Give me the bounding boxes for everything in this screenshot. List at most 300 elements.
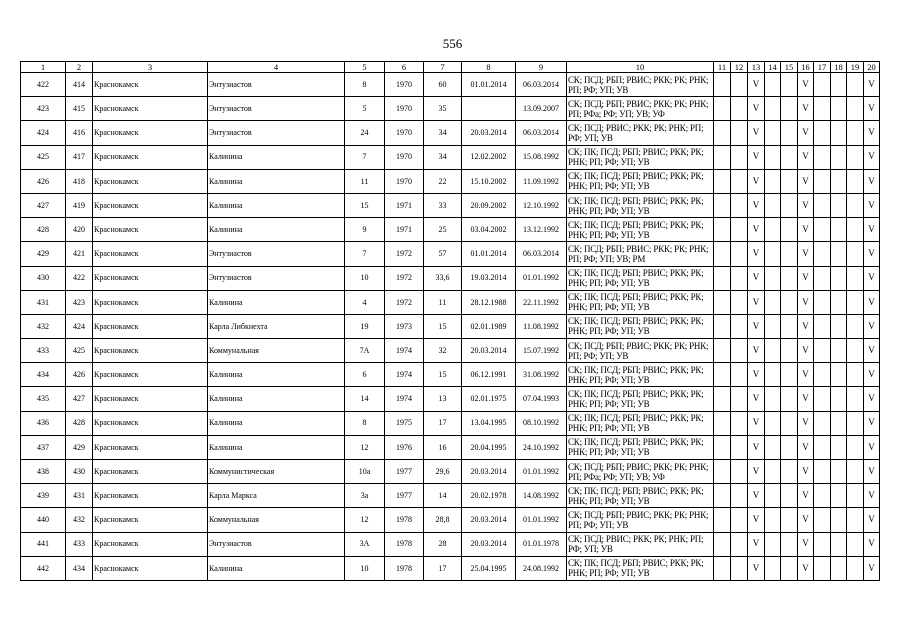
column-number-16: 16 <box>798 62 814 73</box>
col-15 <box>781 532 798 556</box>
col-19 <box>847 169 864 193</box>
table-row <box>21 169 880 193</box>
date-2: 11.09.1992 <box>516 169 567 193</box>
table-row <box>21 121 880 145</box>
col-20-mark: V <box>864 435 880 459</box>
page-number: 556 <box>442 36 463 51</box>
table-row <box>21 339 880 363</box>
col-17 <box>814 290 831 314</box>
date-2: 11.08.1992 <box>516 314 567 338</box>
col-16-mark: V <box>798 193 814 217</box>
col-15 <box>781 411 798 435</box>
date-2: 13.09.2007 <box>516 97 567 121</box>
col-12 <box>731 556 748 580</box>
col-12 <box>731 363 748 387</box>
column-number-17: 17 <box>814 62 831 73</box>
street: Калинина <box>208 290 345 314</box>
build-year: 1973 <box>385 314 424 338</box>
wear-percent: 35 <box>424 97 462 121</box>
col-16-mark: V <box>798 508 814 532</box>
col-13-mark: V <box>748 508 765 532</box>
col-16-mark: V <box>798 460 814 484</box>
date-2: 06.03.2014 <box>516 121 567 145</box>
col-17 <box>814 411 831 435</box>
build-year: 1977 <box>385 484 424 508</box>
house-number: 19 <box>345 314 385 338</box>
house-number: 9 <box>345 218 385 242</box>
build-year: 1971 <box>385 218 424 242</box>
column-number-18: 18 <box>831 62 847 73</box>
col-12 <box>731 218 748 242</box>
col-20-mark: V <box>864 460 880 484</box>
col-13-mark: V <box>748 290 765 314</box>
col-16-mark: V <box>798 314 814 338</box>
date-1: 02.01.1975 <box>462 387 516 411</box>
col-12 <box>731 169 748 193</box>
col-16-mark: V <box>798 484 814 508</box>
col-20-mark: V <box>864 363 880 387</box>
row-number: 424 <box>21 121 66 145</box>
col-14 <box>765 484 781 508</box>
col-13-mark: V <box>748 218 765 242</box>
col-14 <box>765 314 781 338</box>
col-15 <box>781 73 798 97</box>
date-2: 24.08.1992 <box>516 556 567 580</box>
date-1: 20.03.2014 <box>462 508 516 532</box>
build-year: 1974 <box>385 339 424 363</box>
col-15 <box>781 242 798 266</box>
street: Карла Либкнехта <box>208 314 345 338</box>
build-year: 1970 <box>385 73 424 97</box>
col-18 <box>831 121 847 145</box>
col-12 <box>731 145 748 169</box>
col-16-mark: V <box>798 435 814 459</box>
column-number-1: 1 <box>21 62 66 73</box>
col-18 <box>831 73 847 97</box>
col-11 <box>714 556 731 580</box>
row-number: 427 <box>21 193 66 217</box>
col-20-mark: V <box>864 121 880 145</box>
col-11 <box>714 218 731 242</box>
col-19 <box>847 242 864 266</box>
col-12 <box>731 314 748 338</box>
col-19 <box>847 193 864 217</box>
col-17 <box>814 97 831 121</box>
col-15 <box>781 97 798 121</box>
street: Калинина <box>208 363 345 387</box>
col-14 <box>765 97 781 121</box>
column-number-14: 14 <box>765 62 781 73</box>
city: Краснокамск <box>93 411 208 435</box>
date-2: 08.10.1992 <box>516 411 567 435</box>
col-15 <box>781 339 798 363</box>
col-11 <box>714 484 731 508</box>
row-number: 425 <box>21 145 66 169</box>
col-18 <box>831 363 847 387</box>
col-13-mark: V <box>748 556 765 580</box>
street: Калинина <box>208 145 345 169</box>
column-number-10: 10 <box>567 62 714 73</box>
object-id: 434 <box>66 556 93 580</box>
date-2: 22.11.1992 <box>516 290 567 314</box>
city: Краснокамск <box>93 435 208 459</box>
build-year: 1970 <box>385 145 424 169</box>
col-18 <box>831 411 847 435</box>
city: Краснокамск <box>93 484 208 508</box>
wear-percent: 28,8 <box>424 508 462 532</box>
col-13-mark: V <box>748 169 765 193</box>
col-12 <box>731 193 748 217</box>
object-id: 425 <box>66 339 93 363</box>
col-20-mark: V <box>864 97 880 121</box>
street: Энтузиастов <box>208 97 345 121</box>
date-2: 15.08.1992 <box>516 145 567 169</box>
col-16-mark: V <box>798 411 814 435</box>
col-12 <box>731 73 748 97</box>
col-13-mark: V <box>748 460 765 484</box>
col-19 <box>847 460 864 484</box>
work-types: СК; ПК; ПСД; РБП; РВИС; РКК; РК; РНК; РП; РФ; УП; УВ <box>567 556 714 580</box>
wear-percent: 60 <box>424 73 462 97</box>
wear-percent: 11 <box>424 290 462 314</box>
date-1: 03.04.2002 <box>462 218 516 242</box>
date-1: 20.04.1995 <box>462 435 516 459</box>
date-1: 13.04.1995 <box>462 411 516 435</box>
col-18 <box>831 266 847 290</box>
col-15 <box>781 556 798 580</box>
object-id: 418 <box>66 169 93 193</box>
col-17 <box>814 387 831 411</box>
wear-percent: 33 <box>424 193 462 217</box>
col-19 <box>847 387 864 411</box>
street: Энтузиастов <box>208 266 345 290</box>
work-types: СК; ПСД; РБП; РВИС; РКК; РК; РНК; РП; РФ; УП; УВ <box>567 508 714 532</box>
wear-percent: 57 <box>424 242 462 266</box>
build-year: 1970 <box>385 169 424 193</box>
col-18 <box>831 145 847 169</box>
build-year: 1975 <box>385 411 424 435</box>
house-number: 3А <box>345 532 385 556</box>
col-11 <box>714 363 731 387</box>
city: Краснокамск <box>93 508 208 532</box>
col-11 <box>714 411 731 435</box>
date-2: 14.08.1992 <box>516 484 567 508</box>
date-1: 06.12.1991 <box>462 363 516 387</box>
col-11 <box>714 97 731 121</box>
col-15 <box>781 435 798 459</box>
col-13-mark: V <box>748 484 765 508</box>
col-14 <box>765 411 781 435</box>
table-row <box>21 73 880 97</box>
col-19 <box>847 411 864 435</box>
col-17 <box>814 242 831 266</box>
house-number: 8 <box>345 73 385 97</box>
date-1: 01.01.2014 <box>462 73 516 97</box>
col-19 <box>847 290 864 314</box>
work-types: СК; ПК; ПСД; РБП; РВИС; РКК; РК; РНК; РП; РФ; УП; УВ <box>567 363 714 387</box>
street: Коммунальная <box>208 339 345 363</box>
col-15 <box>781 193 798 217</box>
work-types: СК; ПСД; РВИС; РКК; РК; РНК; РП; РФ; УП; УВ <box>567 532 714 556</box>
build-year: 1978 <box>385 532 424 556</box>
row-number: 432 <box>21 314 66 338</box>
city: Краснокамск <box>93 387 208 411</box>
col-18 <box>831 193 847 217</box>
house-number: 11 <box>345 169 385 193</box>
date-1: 15.10.2002 <box>462 169 516 193</box>
city: Краснокамск <box>93 339 208 363</box>
work-types: СК; ПСД; РБП; РВИС; РКК; РК; РНК; РП; РФ; УП; УВ <box>567 73 714 97</box>
house-number: 24 <box>345 121 385 145</box>
city: Краснокамск <box>93 73 208 97</box>
object-id: 427 <box>66 387 93 411</box>
column-number-19: 19 <box>847 62 864 73</box>
date-2: 13.12.1992 <box>516 218 567 242</box>
column-number-6: 6 <box>385 62 424 73</box>
table-row <box>21 363 880 387</box>
col-18 <box>831 169 847 193</box>
register-table <box>20 61 880 581</box>
col-20-mark: V <box>864 556 880 580</box>
col-15 <box>781 290 798 314</box>
column-number-7: 7 <box>424 62 462 73</box>
house-number: 4 <box>345 290 385 314</box>
date-2: 01.01.1992 <box>516 460 567 484</box>
street: Энтузиастов <box>208 121 345 145</box>
col-13-mark: V <box>748 411 765 435</box>
col-18 <box>831 435 847 459</box>
column-number-5: 5 <box>345 62 385 73</box>
object-id: 431 <box>66 484 93 508</box>
column-number-row <box>21 62 880 73</box>
date-2: 15.07.1992 <box>516 339 567 363</box>
col-16-mark: V <box>798 242 814 266</box>
col-14 <box>765 387 781 411</box>
work-types: СК; ПК; ПСД; РБП; РВИС; РКК; РК; РНК; РП; РФ; УП; УВ <box>567 266 714 290</box>
work-types: СК; ПК; ПСД; РБП; РВИС; РКК; РК; РНК; РП; РФ; УП; УВ <box>567 314 714 338</box>
column-number-12: 12 <box>731 62 748 73</box>
date-1: 25.04.1995 <box>462 556 516 580</box>
col-15 <box>781 363 798 387</box>
build-year: 1978 <box>385 508 424 532</box>
column-number-20: 20 <box>864 62 880 73</box>
work-types: СК; ПК; ПСД; РБП; РВИС; РКК; РК; РНК; РП; РФ; УП; УВ <box>567 387 714 411</box>
street: Калинина <box>208 218 345 242</box>
col-19 <box>847 145 864 169</box>
col-14 <box>765 218 781 242</box>
col-14 <box>765 532 781 556</box>
col-12 <box>731 290 748 314</box>
col-11 <box>714 314 731 338</box>
house-number: 7А <box>345 339 385 363</box>
col-11 <box>714 242 731 266</box>
col-19 <box>847 556 864 580</box>
col-16-mark: V <box>798 387 814 411</box>
col-15 <box>781 121 798 145</box>
wear-percent: 32 <box>424 339 462 363</box>
col-20-mark: V <box>864 532 880 556</box>
col-15 <box>781 508 798 532</box>
city: Краснокамск <box>93 145 208 169</box>
col-19 <box>847 73 864 97</box>
date-1: 20.09.2002 <box>462 193 516 217</box>
col-15 <box>781 484 798 508</box>
col-18 <box>831 532 847 556</box>
wear-percent: 17 <box>424 556 462 580</box>
date-1: 20.03.2014 <box>462 532 516 556</box>
house-number: 15 <box>345 193 385 217</box>
city: Краснокамск <box>93 556 208 580</box>
wear-percent: 22 <box>424 169 462 193</box>
col-18 <box>831 508 847 532</box>
col-17 <box>814 266 831 290</box>
col-14 <box>765 242 781 266</box>
row-number: 434 <box>21 363 66 387</box>
street: Калинина <box>208 435 345 459</box>
col-11 <box>714 532 731 556</box>
date-2: 06.03.2014 <box>516 73 567 97</box>
col-12 <box>731 484 748 508</box>
object-id: 420 <box>66 218 93 242</box>
col-14 <box>765 266 781 290</box>
city: Краснокамск <box>93 532 208 556</box>
col-12 <box>731 339 748 363</box>
object-id: 432 <box>66 508 93 532</box>
col-15 <box>781 266 798 290</box>
work-types: СК; ПСД; РБП; РВИС; РКК; РК; РНК; РП; РФа; РФ; УП; УВ; УФ <box>567 97 714 121</box>
col-14 <box>765 193 781 217</box>
col-18 <box>831 97 847 121</box>
col-20-mark: V <box>864 218 880 242</box>
col-19 <box>847 363 864 387</box>
object-id: 416 <box>66 121 93 145</box>
table-row <box>21 314 880 338</box>
date-2: 01.01.1992 <box>516 508 567 532</box>
col-16-mark: V <box>798 556 814 580</box>
col-15 <box>781 460 798 484</box>
object-id: 424 <box>66 314 93 338</box>
street: Энтузиастов <box>208 242 345 266</box>
work-types: СК; ПСД; РВИС; РКК; РК; РНК; РП; РФ; УП; УВ <box>567 121 714 145</box>
city: Краснокамск <box>93 242 208 266</box>
col-15 <box>781 145 798 169</box>
house-number: 8 <box>345 411 385 435</box>
col-15 <box>781 314 798 338</box>
col-20-mark: V <box>864 290 880 314</box>
col-14 <box>765 363 781 387</box>
col-12 <box>731 532 748 556</box>
col-17 <box>814 193 831 217</box>
date-2: 01.01.1978 <box>516 532 567 556</box>
row-number: 433 <box>21 339 66 363</box>
col-16-mark: V <box>798 532 814 556</box>
street: Калинина <box>208 556 345 580</box>
col-11 <box>714 121 731 145</box>
wear-percent: 34 <box>424 145 462 169</box>
column-number-8: 8 <box>462 62 516 73</box>
build-year: 1972 <box>385 290 424 314</box>
wear-percent: 17 <box>424 411 462 435</box>
col-17 <box>814 314 831 338</box>
table-row <box>21 193 880 217</box>
col-12 <box>731 508 748 532</box>
work-types: СК; ПК; ПСД; РБП; РВИС; РКК; РК; РНК; РП; РФ; УП; УВ <box>567 169 714 193</box>
work-types: СК; ПК; ПСД; РБП; РВИС; РКК; РК; РНК; РП; РФ; УП; УВ <box>567 411 714 435</box>
col-11 <box>714 193 731 217</box>
wear-percent: 33,6 <box>424 266 462 290</box>
work-types: СК; ПСД; РБП; РВИС; РКК; РК; РНК; РП; РФ; УП; УВ; РМ <box>567 242 714 266</box>
date-2: 31.08.1992 <box>516 363 567 387</box>
date-1 <box>462 97 516 121</box>
col-17 <box>814 460 831 484</box>
row-number: 436 <box>21 411 66 435</box>
col-17 <box>814 363 831 387</box>
column-number-13: 13 <box>748 62 765 73</box>
wear-percent: 34 <box>424 121 462 145</box>
row-number: 426 <box>21 169 66 193</box>
object-id: 414 <box>66 73 93 97</box>
house-number: 3а <box>345 484 385 508</box>
col-17 <box>814 484 831 508</box>
work-types: СК; ПК; ПСД; РБП; РВИС; РКК; РК; РНК; РП; РФ; УП; УВ <box>567 145 714 169</box>
col-16-mark: V <box>798 266 814 290</box>
row-number: 439 <box>21 484 66 508</box>
build-year: 1974 <box>385 363 424 387</box>
col-13-mark: V <box>748 532 765 556</box>
col-17 <box>814 169 831 193</box>
wear-percent: 13 <box>424 387 462 411</box>
col-20-mark: V <box>864 339 880 363</box>
col-19 <box>847 97 864 121</box>
table-row <box>21 242 880 266</box>
row-number: 437 <box>21 435 66 459</box>
col-18 <box>831 484 847 508</box>
work-types: СК; ПК; ПСД; РБП; РВИС; РКК; РК; РНК; РП; РФ; УП; УВ <box>567 435 714 459</box>
street: Коммунистическая <box>208 460 345 484</box>
work-types: СК; ПК; ПСД; РБП; РВИС; РКК; РК; РНК; РП; РФ; УП; УВ <box>567 290 714 314</box>
col-20-mark: V <box>864 242 880 266</box>
build-year: 1972 <box>385 242 424 266</box>
date-1: 20.03.2014 <box>462 121 516 145</box>
object-id: 421 <box>66 242 93 266</box>
col-17 <box>814 121 831 145</box>
table-row <box>21 556 880 580</box>
col-14 <box>765 460 781 484</box>
row-number: 423 <box>21 97 66 121</box>
house-number: 12 <box>345 435 385 459</box>
date-2: 12.10.1992 <box>516 193 567 217</box>
date-1: 20.02.1978 <box>462 484 516 508</box>
col-16-mark: V <box>798 218 814 242</box>
city: Краснокамск <box>93 97 208 121</box>
wear-percent: 28 <box>424 532 462 556</box>
street: Калинина <box>208 411 345 435</box>
work-types: СК; ПСД; РБП; РВИС; РКК; РК; РНК; РП; РФа; РФ; УП; УВ; УФ <box>567 460 714 484</box>
col-16-mark: V <box>798 169 814 193</box>
object-id: 428 <box>66 411 93 435</box>
col-11 <box>714 387 731 411</box>
column-number-3: 3 <box>93 62 208 73</box>
street: Карла Маркса <box>208 484 345 508</box>
col-19 <box>847 218 864 242</box>
col-19 <box>847 508 864 532</box>
build-year: 1978 <box>385 556 424 580</box>
work-types: СК; ПСД; РБП; РВИС; РКК; РК; РНК; РП; РФ; УП; УВ <box>567 339 714 363</box>
column-number-9: 9 <box>516 62 567 73</box>
wear-percent: 14 <box>424 484 462 508</box>
table-row <box>21 508 880 532</box>
col-11 <box>714 435 731 459</box>
